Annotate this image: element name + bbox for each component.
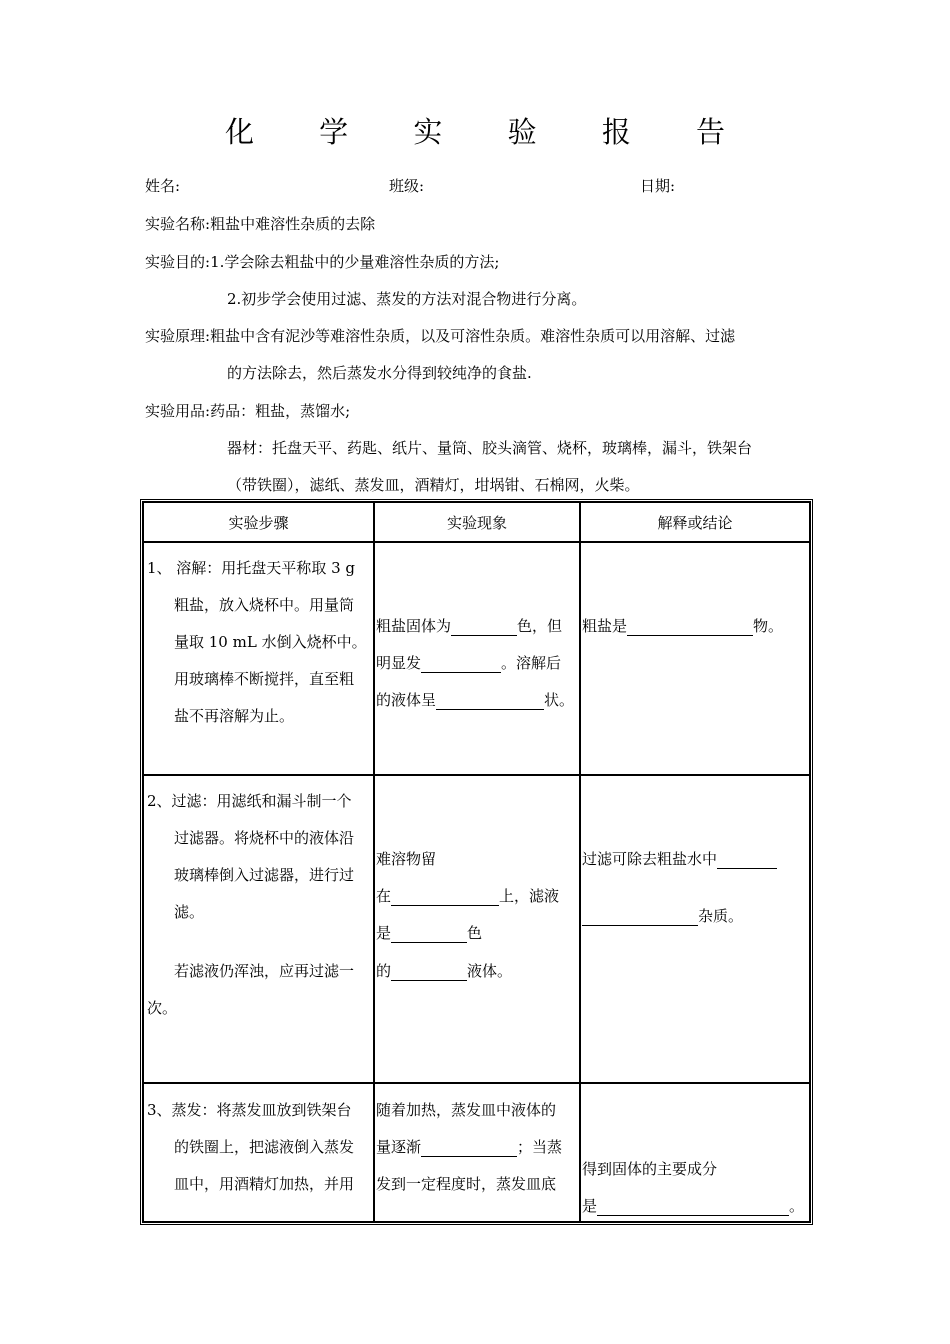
table-row: [143, 1083, 810, 1222]
experiment-table: [142, 501, 811, 1223]
conclusion-line: [582, 905, 743, 926]
table-row: [143, 775, 810, 1083]
step-text: 皿中，用酒精灯加热，并用: [174, 1175, 355, 1193]
answer-blank[interactable]: [421, 654, 501, 673]
experiment-principle: [145, 325, 735, 346]
materials-label: 实验用品:: [145, 402, 211, 420]
phenomenon-line: [376, 689, 574, 710]
phenomenon-line: [376, 960, 512, 981]
answer-blank[interactable]: [582, 907, 698, 926]
header-phenomenon: 实验现象: [374, 502, 580, 542]
answer-blank[interactable]: [391, 887, 499, 906]
phenomenon-text: 在: [376, 887, 392, 905]
conclusion-text: 粗盐是: [582, 617, 628, 635]
phenomenon-text: 是: [376, 924, 392, 942]
step-cell: [143, 542, 374, 775]
step-text: 的铁圈上，把滤液倒入蒸发: [174, 1138, 355, 1156]
materials-equipment-2: （带铁圈），滤纸、蒸发皿，酒精灯，坩埚钳、石棉网，火柴。: [227, 476, 640, 494]
step-text: 若滤液仍浑浊，应再过滤一: [174, 962, 355, 980]
phenomenon-line: [376, 615, 562, 636]
answer-blank[interactable]: [391, 962, 467, 981]
answer-blank[interactable]: [717, 850, 777, 869]
purpose-item-2: 2.初步学会使用过滤、蒸发的方法对混合物进行分离。: [227, 290, 587, 308]
answer-blank[interactable]: [421, 1138, 517, 1157]
conclusion-text: 。: [789, 1197, 805, 1215]
phenomenon-text: 上，滤液: [499, 887, 560, 905]
principle-label: 实验原理:: [145, 327, 211, 345]
phenomenon-text: 的液体呈: [376, 691, 437, 709]
step-text: 用玻璃棒不断搅拌，直至粗: [174, 670, 355, 688]
class-label: 班级:: [389, 177, 425, 195]
conclusion-text: 杂质。: [698, 907, 744, 925]
step-text: 玻璃棒倒入过滤器，进行过: [174, 866, 355, 884]
phenomenon-line: [376, 1136, 562, 1157]
phenomenon-text: 明显发: [376, 654, 422, 672]
phenomenon-cell: [374, 1083, 580, 1222]
header-steps: 实验步骤: [143, 502, 374, 542]
conclusion-line: 得到固体的主要成分: [582, 1160, 718, 1178]
phenomenon-line: [376, 885, 559, 906]
phenomenon-line: 随着加热，蒸发皿中液体的: [376, 1101, 557, 1119]
phenomenon-text: 粗盐固体为: [376, 617, 452, 635]
phenomenon-text: 的: [376, 962, 392, 980]
conclusion-line: [582, 1195, 804, 1216]
table-header-row: [143, 502, 810, 542]
answer-blank[interactable]: [627, 617, 753, 636]
table-row: [143, 542, 810, 775]
name-label: 姓名:: [145, 177, 181, 195]
conclusion-text: 过滤可除去粗盐水中: [582, 850, 718, 868]
phenomenon-text: 量逐渐: [376, 1138, 422, 1156]
conclusion-text: 物。: [753, 617, 784, 635]
step-cell: [143, 1083, 374, 1222]
step-text: 盐不再溶解为止。: [174, 707, 295, 725]
phenomenon-text: 。溶解后: [501, 654, 562, 672]
answer-blank[interactable]: [391, 924, 467, 943]
phenomenon-text: 状。: [544, 691, 575, 709]
phenomenon-line: 难溶物留: [376, 850, 437, 868]
phenomenon-text: 色，但: [517, 617, 563, 635]
step-text: 粗盐，放入烧杯中。用量筒: [174, 596, 355, 614]
purpose-item-1: 1.学会除去粗盐中的少量难溶性杂质的方法;: [210, 253, 500, 271]
answer-blank[interactable]: [597, 1197, 789, 1216]
conclusion-text: 是: [582, 1197, 598, 1215]
step-text: 滤。: [174, 903, 205, 921]
phenomenon-line: [376, 922, 482, 943]
page-title: 化 学 实 验 报 告: [224, 115, 754, 149]
phenomenon-text: 液体。: [467, 962, 513, 980]
materials-equipment-1: 器材：托盘天平、药匙、纸片、量筒、胶头滴管、烧杯，玻璃棒，漏斗，铁架台: [227, 439, 753, 457]
step-text: 次。: [147, 999, 178, 1017]
principle-line-2: 的方法除去，然后蒸发水分得到较纯净的食盐.: [227, 364, 532, 382]
conclusion-cell: [580, 542, 810, 775]
phenomenon-text: 色: [467, 924, 483, 942]
step-text: 1、 溶解：用托盘天平称取 3 g: [147, 559, 355, 577]
step-text: 3、蒸发：将蒸发皿放到铁架台: [147, 1101, 352, 1119]
answer-blank[interactable]: [436, 691, 544, 710]
date-label: 日期:: [640, 177, 676, 195]
answer-blank[interactable]: [451, 617, 517, 636]
conclusion-cell: [580, 775, 810, 1083]
materials-reagents: 药品：粗盐，蒸馏水;: [210, 402, 351, 420]
experiment-purpose: [145, 251, 499, 272]
step-cell: [143, 775, 374, 1083]
experiment-name-value: 粗盐中难溶性杂质的去除: [210, 215, 376, 233]
step-text: 2、过滤：用滤纸和漏斗制一个: [147, 792, 352, 810]
experiment-name-label: 实验名称:: [145, 215, 211, 233]
header-conclusion: 解释或结论: [580, 502, 810, 542]
phenomenon-cell: [374, 775, 580, 1083]
phenomenon-cell: [374, 542, 580, 775]
conclusion-line: [582, 848, 777, 869]
step-text: 量取 10 mL 水倒入烧杯中。: [174, 633, 367, 651]
experiment-materials: [145, 400, 350, 421]
principle-line-1: 粗盐中含有泥沙等难溶性杂质，以及可溶性杂质。难溶性杂质可以用溶解、过滤: [210, 327, 736, 345]
conclusion-line: [582, 615, 783, 636]
experiment-name: [145, 213, 375, 234]
phenomenon-text: ；当蒸: [517, 1138, 563, 1156]
purpose-label: 实验目的:: [145, 253, 211, 271]
step-text: 过滤器。将烧杯中的液体沿: [174, 829, 355, 847]
phenomenon-line: 发到一定程度时，蒸发皿底: [376, 1175, 557, 1193]
conclusion-cell: [580, 1083, 810, 1222]
phenomenon-line: [376, 652, 561, 673]
